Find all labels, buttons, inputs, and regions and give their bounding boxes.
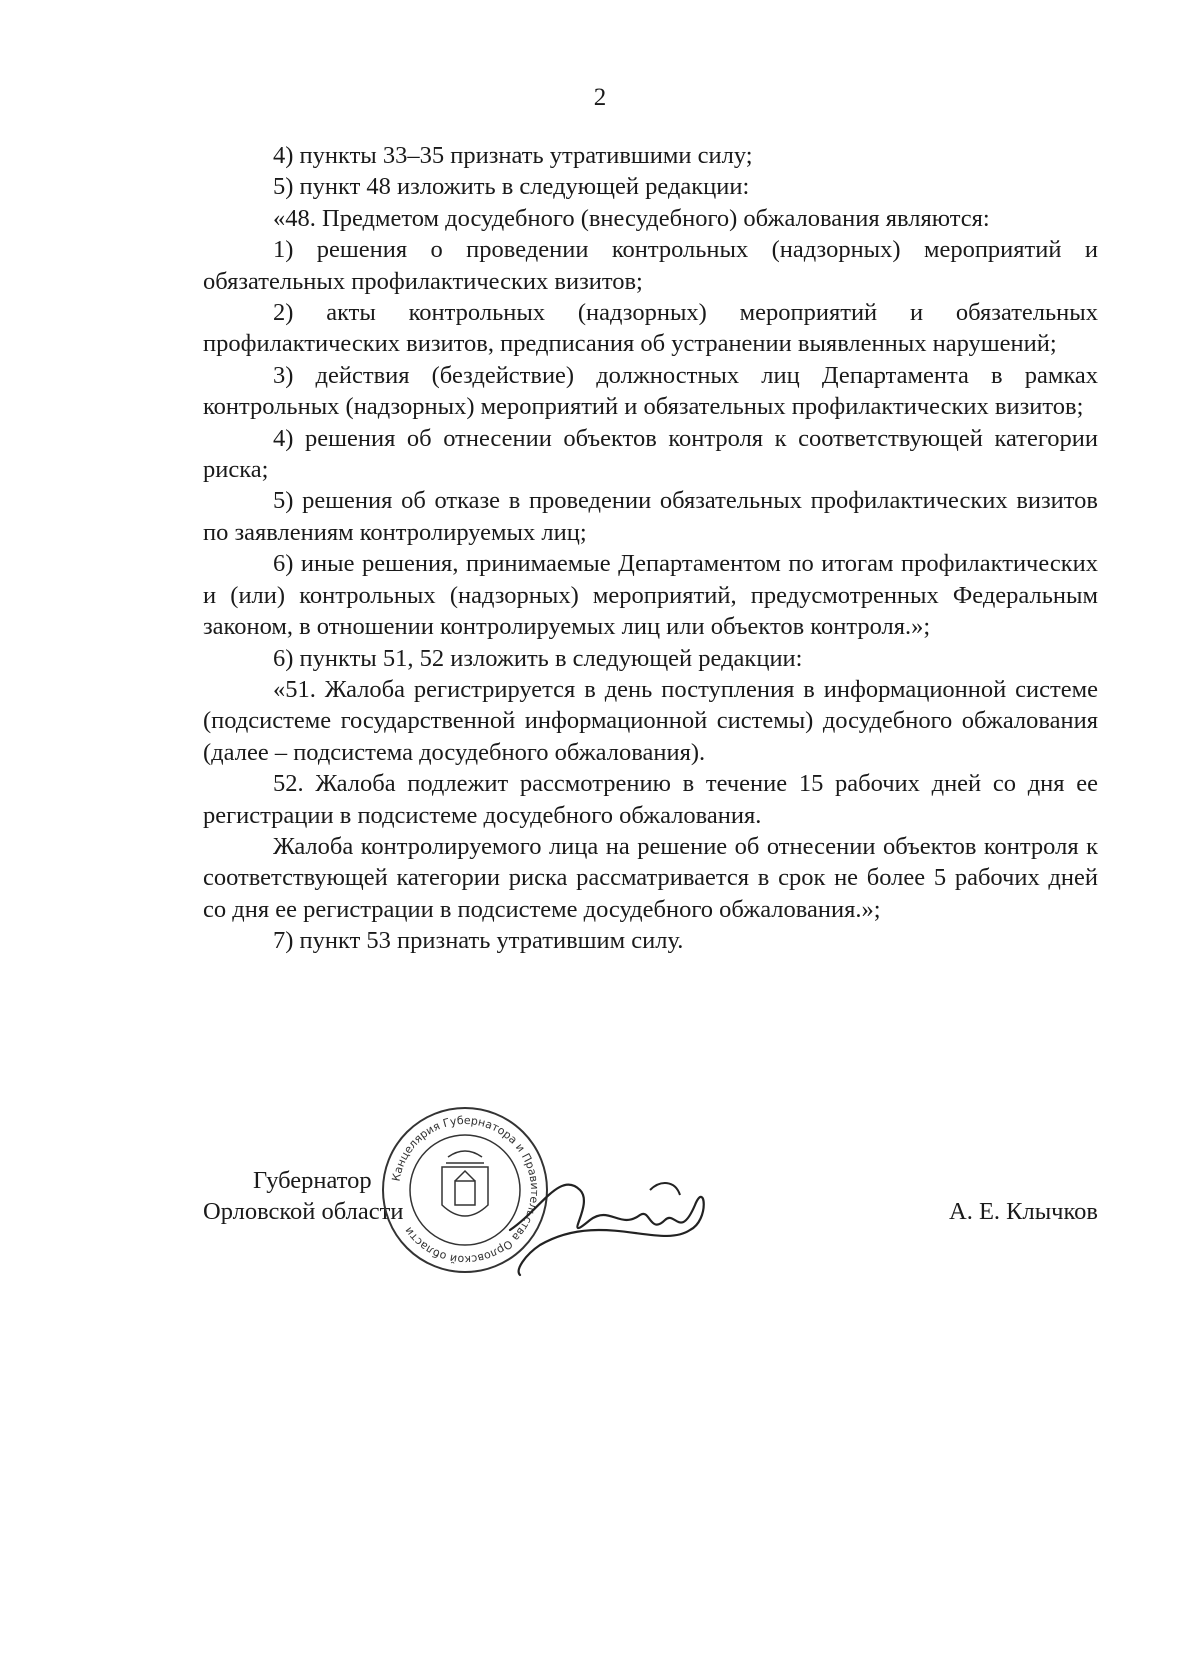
handwritten-signature <box>500 1150 720 1280</box>
paragraph: 4) решения об отнесении объектов контроля к соответствующей категории риска; <box>203 424 1098 484</box>
seal-text: Канцелярия Губернатора и Правительства Орловской области <box>389 1113 542 1267</box>
signatory-title-line2: Орловской области <box>203 1198 404 1226</box>
paragraph: 5) пункт 48 изложить в следующей редакции: <box>273 173 750 201</box>
paragraph: «48. Предметом досудебного (внесудебного) обжалования являются: <box>273 204 990 232</box>
paragraph: 6) иные решения, принимаемые Департаментом по итогам профилактических и (или) контрольных (надзорных) мероприятий, предусмотренных Федеральным законом, в отношении контролируемых лиц или объектов контроля.»; <box>203 550 1098 641</box>
paragraph: 3) действия (бездействие) должностных лиц Департамента в рамках контрольных (надзорных) мероприятий и обязательных профилактических визитов; <box>203 361 1098 421</box>
paragraph: 2) акты контрольных (надзорных) мероприятий и обязательных профилактических визитов, предписания об устранении выявленных нарушений; <box>203 299 1098 358</box>
paragraph: «51. Жалоба регистрируется в день поступления в информационной системе (подсистеме государственной информационной системы) досудебного обжалования (далее – подсистема досудебного обжалования). <box>203 675 1098 766</box>
document-body <box>203 140 1098 957</box>
paragraph: 52. Жалоба подлежит рассмотрению в течение 15 рабочих дней со дня ее регистрации в подсистеме досудебного обжалования. <box>203 770 1098 829</box>
page-number: 2 <box>593 84 607 111</box>
paragraph: 4) пункты 33–35 признать утратившими силу; <box>273 142 753 169</box>
paragraph: Жалоба контролируемого лица на решение об отнесении объектов контроля к соответствующей категории риска рассматривается в срок не более 5 рабочих дней со дня ее регистрации в подсистеме досудебного обжалования.»; <box>203 832 1098 923</box>
paragraph: 1) решения о проведении контрольных (надзорных) мероприятий и обязательных профилактических визитов; <box>203 236 1098 295</box>
coat-of-arms-icon <box>442 1151 488 1216</box>
signatory-name: А. Е. Клычков <box>949 1198 1098 1225</box>
signatory-title-line1: Губернатор <box>253 1167 372 1194</box>
paragraph: 7) пункт 53 признать утратившим силу. <box>273 927 684 955</box>
signatory-title <box>203 1165 403 1228</box>
paragraph: 5) решения об отказе в проведении обязательных профилактических визитов по заявлениям контролируемых лиц; <box>203 487 1098 546</box>
paragraph: 6) пункты 51, 52 изложить в следующей редакции: <box>273 644 803 672</box>
